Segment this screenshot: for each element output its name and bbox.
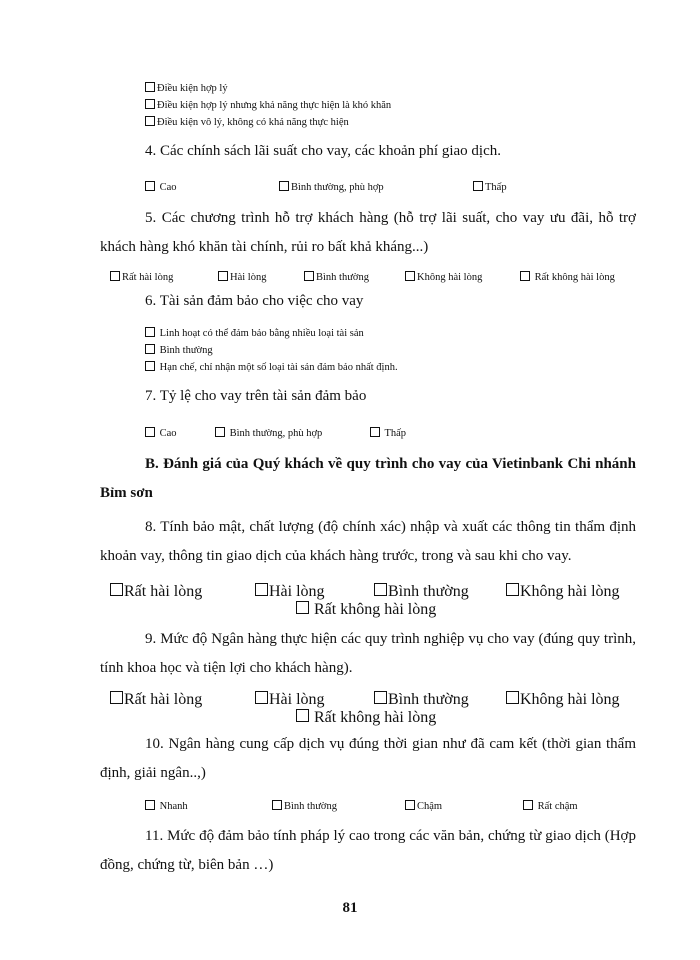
checkbox[interactable] bbox=[405, 271, 415, 281]
checkbox[interactable] bbox=[272, 800, 282, 810]
q9-option-3[interactable]: Bình thường bbox=[374, 691, 469, 709]
q7-option-2[interactable]: Bình thường, phù hợp bbox=[215, 427, 322, 439]
q6-option-1[interactable]: Linh hoạt có thể đảm bảo bằng nhiều loại tài sản bbox=[145, 327, 364, 339]
checkbox[interactable] bbox=[145, 181, 155, 191]
q8-option-4[interactable]: Không hài lòng bbox=[506, 583, 620, 601]
q5-question: 5. Các chương trình hỗ trợ khách hàng (hỗ trợ lãi suất, cho vay ưu đãi, hỗ trợ khách hàng khó khăn tài chính, rủi ro bất khả kháng...) bbox=[100, 210, 636, 255]
checkbox[interactable] bbox=[255, 583, 268, 596]
checkbox[interactable] bbox=[370, 427, 380, 437]
checkbox[interactable] bbox=[110, 691, 123, 704]
checkbox[interactable] bbox=[296, 709, 309, 722]
q6-option-2[interactable]: Bình thường bbox=[145, 344, 213, 356]
q7-option-3[interactable]: Thấp bbox=[370, 427, 406, 439]
q10-option-2[interactable]: Bình thường bbox=[272, 800, 337, 812]
checkbox[interactable] bbox=[374, 583, 387, 596]
q5-option-3[interactable]: Bình thường bbox=[304, 271, 369, 283]
checkbox[interactable] bbox=[145, 116, 155, 126]
checkbox[interactable] bbox=[145, 99, 155, 109]
q9-option-4[interactable]: Không hài lòng bbox=[506, 691, 620, 709]
checkbox[interactable] bbox=[215, 427, 225, 437]
checkbox[interactable] bbox=[145, 361, 155, 371]
q8-option-3[interactable]: Bình thường bbox=[374, 583, 469, 601]
checkbox[interactable] bbox=[145, 82, 155, 92]
q6-question: 6. Tài sản đảm bảo cho việc cho vay bbox=[145, 293, 364, 309]
q4-option-2[interactable]: Bình thường, phù hợp bbox=[279, 181, 384, 193]
q3-option-3[interactable]: Điều kiện vô lý, không có khả năng thực hiện bbox=[145, 116, 349, 128]
q5-option-1[interactable]: Rất hài lòng bbox=[110, 271, 173, 283]
q10-option-4[interactable]: Rất chậm bbox=[523, 800, 578, 812]
q11-question: 11. Mức độ đảm bảo tính pháp lý cao trong các văn bản, chứng từ giao dịch (Hợp đồng, chứng từ, biên bản …) bbox=[100, 828, 636, 873]
q3-option-2[interactable]: Điều kiện hợp lý nhưng khả năng thực hiện là khó khăn bbox=[145, 99, 391, 111]
checkbox[interactable] bbox=[279, 181, 289, 191]
page-number: 81 bbox=[342, 900, 358, 916]
q7-option-1[interactable]: Cao bbox=[145, 427, 177, 439]
q9-question: 9. Mức độ Ngân hàng thực hiện các quy trình nghiệp vụ cho vay (đúng quy trình, tính khoa học và tiện lợi cho khách hàng). bbox=[100, 631, 636, 676]
q8-option-1[interactable]: Rất hài lòng bbox=[110, 583, 202, 601]
q5-option-5[interactable]: Rất không hài lòng bbox=[520, 271, 615, 283]
checkbox[interactable] bbox=[374, 691, 387, 704]
checkbox[interactable] bbox=[110, 583, 123, 596]
checkbox[interactable] bbox=[145, 327, 155, 337]
q10-option-1[interactable]: Nhanh bbox=[145, 800, 188, 812]
checkbox[interactable] bbox=[218, 271, 228, 281]
checkbox[interactable] bbox=[304, 271, 314, 281]
checkbox[interactable] bbox=[473, 181, 483, 191]
q6-option-3[interactable]: Hạn chế, chỉ nhận một số loại tài sản đảm bảo nhất định. bbox=[145, 361, 398, 373]
q8-option-2[interactable]: Hài lòng bbox=[255, 583, 325, 601]
checkbox[interactable] bbox=[296, 601, 309, 614]
q8-question: 8. Tính bảo mật, chất lượng (độ chính xác) nhập và xuất các thông tin thẩm định khoản vay, thông tin giao dịch của khách hàng trước, trong và sau khi cho vay. bbox=[100, 519, 636, 564]
q4-question: 4. Các chính sách lãi suất cho vay, các khoản phí giao dịch. bbox=[145, 143, 501, 159]
checkbox[interactable] bbox=[145, 427, 155, 437]
q4-option-1[interactable]: Cao bbox=[145, 181, 177, 193]
q4-option-3[interactable]: Thấp bbox=[473, 181, 507, 193]
q7-question: 7. Tỷ lệ cho vay trên tài sản đảm bảo bbox=[145, 388, 367, 404]
section-b-heading: B. Đánh giá của Quý khách về quy trình cho vay của Vietinbank Chi nhánh Bỉm sơn bbox=[100, 456, 636, 501]
q3-option-1[interactable]: Điều kiện hợp lý bbox=[145, 82, 228, 94]
checkbox[interactable] bbox=[110, 271, 120, 281]
checkbox[interactable] bbox=[506, 583, 519, 596]
q8-option-5[interactable]: Rất không hài lòng bbox=[296, 601, 436, 619]
checkbox[interactable] bbox=[520, 271, 530, 281]
q9-option-1[interactable]: Rất hài lòng bbox=[110, 691, 202, 709]
checkbox[interactable] bbox=[506, 691, 519, 704]
q9-option-2[interactable]: Hài lòng bbox=[255, 691, 325, 709]
checkbox[interactable] bbox=[145, 800, 155, 810]
checkbox[interactable] bbox=[255, 691, 268, 704]
q10-question: 10. Ngân hàng cung cấp dịch vụ đúng thời gian như đã cam kết (thời gian thẩm định, giải ngân..,) bbox=[100, 736, 636, 781]
checkbox[interactable] bbox=[145, 344, 155, 354]
checkbox[interactable] bbox=[405, 800, 415, 810]
q9-option-5[interactable]: Rất không hài lòng bbox=[296, 709, 436, 727]
q5-option-4[interactable]: Không hài lòng bbox=[405, 271, 482, 283]
checkbox[interactable] bbox=[523, 800, 533, 810]
q5-option-2[interactable]: Hài lòng bbox=[218, 271, 266, 283]
q10-option-3[interactable]: Chậm bbox=[405, 800, 442, 812]
